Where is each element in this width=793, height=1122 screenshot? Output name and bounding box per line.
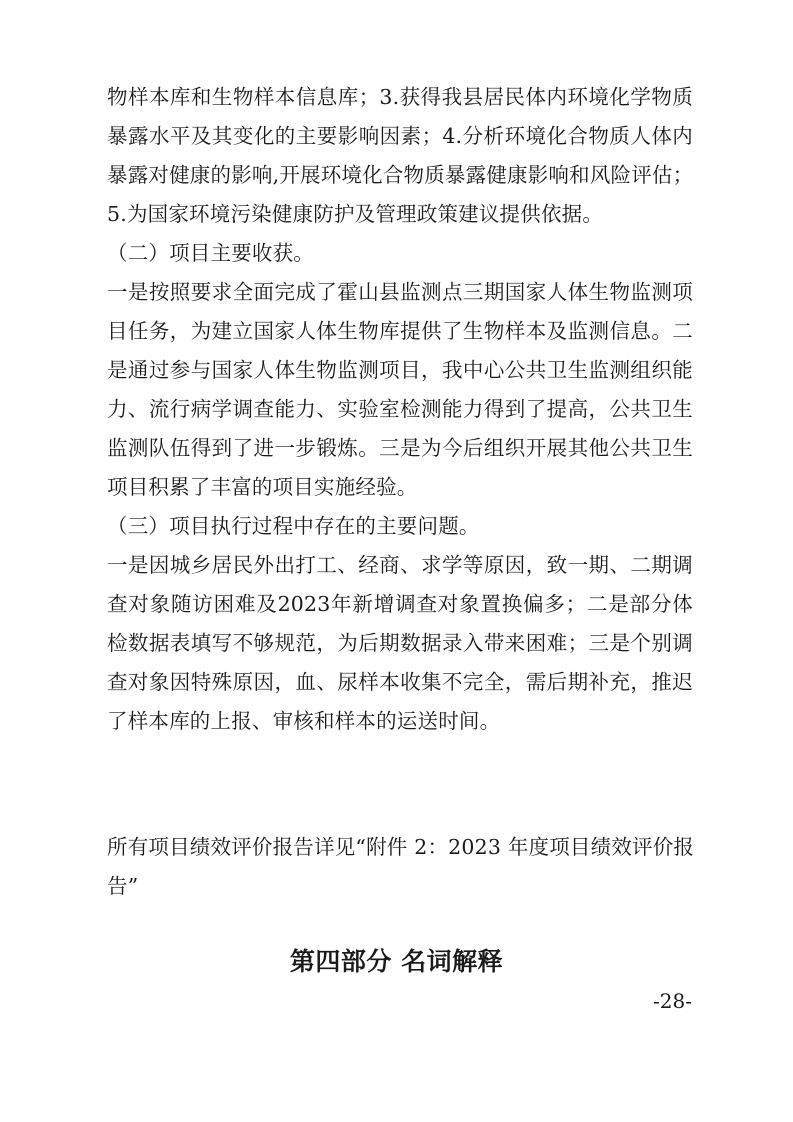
text-line: 了样本库的上报、审核和样本的运送时间。 bbox=[107, 709, 501, 733]
text-line: 查对象随访困难及2023年新增调查对象置换偏多；二是部分体 bbox=[107, 592, 693, 616]
text-line: 5.为国家环境污染健康防护及管理政策建议提供依据。 bbox=[107, 202, 604, 226]
subheading-problems: （三）项目执行过程中存在的主要问题。 bbox=[107, 514, 480, 538]
report-reference-line: 所有项目绩效评价报告详见“附件 2：2023 年度项目绩效评价报 bbox=[107, 835, 695, 859]
subheading-harvest: （二）项目主要收获。 bbox=[107, 241, 314, 265]
report-reference-line: 告” bbox=[107, 874, 139, 898]
text-line: 检数据表填写不够规范，为后期数据录入带来困难；三是个别调 bbox=[107, 631, 693, 655]
text-line: 一是因城乡居民外出打工、经商、求学等原因，致一期、二期调 bbox=[107, 553, 693, 577]
text-line: 查对象因特殊原因，血、尿样本收集不完全，需后期补充，推迟 bbox=[107, 670, 693, 694]
section-heading: 第四部分 名词解释 bbox=[289, 947, 504, 976]
text-line: 目任务，为建立国家人体生物库提供了生物样本及监测信息。二 bbox=[107, 319, 693, 343]
text-line: 物样本库和生物样本信息库；3.获得我县居民体内环境化学物质 bbox=[107, 85, 693, 109]
text-line: 监测队伍得到了进一步锻炼。三是为今后组织开展其他公共卫生 bbox=[107, 436, 693, 460]
text-line: 暴露对健康的影响,开展环境化合物质暴露健康影响和风险评估； bbox=[107, 163, 694, 187]
text-line: 力、流行病学调查能力、实验室检测能力得到了提高，公共卫生 bbox=[107, 397, 693, 421]
page-number: -28- bbox=[653, 989, 692, 1013]
text-line: 项目积累了丰富的项目实施经验。 bbox=[107, 475, 418, 499]
text-line: 一是按照要求全面完成了霍山县监测点三期国家人体生物监测项 bbox=[107, 280, 693, 304]
text-line: 是通过参与国家人体生物监测项目，我中心公共卫生监测组织能 bbox=[107, 358, 693, 382]
text-line: 暴露水平及其变化的主要影响因素；4.分析环境化合物质人体内 bbox=[107, 124, 693, 148]
